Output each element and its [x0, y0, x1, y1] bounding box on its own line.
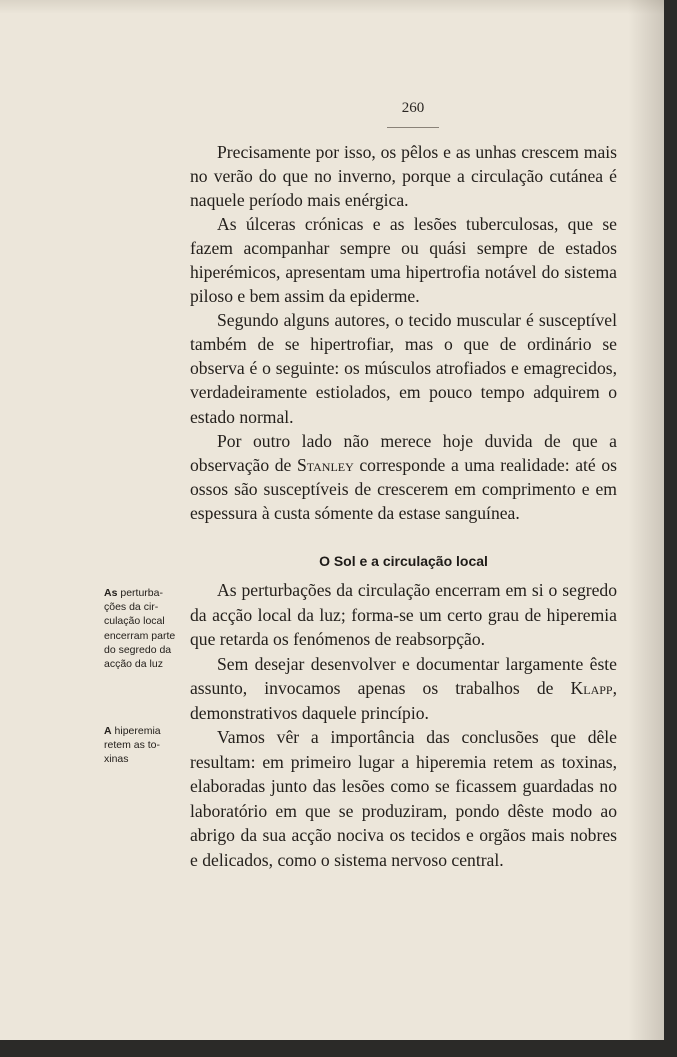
paragraph-conclusoes: Vamos vêr a importância das conclusões que dêle resultam: em primeiro lugar a hiperemia retem as toxinas, elaboradas junto das lesões como se ficassem guardadas no laboratório em que se produziram, pondo dêste modo ao abrigo da sua acção nociva os tecidos e orgãos mais nobres e delicados, como o sistema nervoso central. [190, 727, 617, 870]
page-number: 260 [401, 100, 425, 116]
paragraph-klapp-after: , demonstrativos daquele princípio. [190, 678, 617, 723]
page-gutter-shadow [628, 0, 664, 1040]
paragraph-ulceras: As úlceras crónicas e as lesões tuberculosas, que se fazem acompanhar sempre ou quási sempre de estados hiperémicos, apresentam uma hipertrofia notável do sistema piloso e bem assim da epiderme. [190, 214, 617, 307]
paragraph-klapp [190, 652, 617, 726]
section-heading: O Sol e a circulação local [319, 553, 488, 569]
margin-note-text: hiperemia retem as toxinas [104, 725, 161, 766]
body-text-block-1 [190, 140, 617, 525]
paragraph-ossos [190, 429, 617, 525]
body-text-block-2 [190, 578, 617, 872]
margin-note-first-word: As [104, 587, 118, 599]
margin-note-perturbacoes [104, 586, 177, 671]
paragraph-perturbacoes: As perturbações da circulação encerram em si o segredo da acção local da luz; forma-se um certo grau de hiperemia que retarda os fenómenos de reabsorpção. [190, 580, 617, 649]
margin-note-first-word: A [104, 725, 112, 737]
paragraph-ossos-before: Por outro lado não merece hoje duvida de que a observação de [190, 430, 617, 475]
paragraph-tecido-muscular: Segundo alguns autores, o tecido muscular é susceptível também de se hipertrofiar, mas o que de ordinário se observa é o seguinte: os músculos atrofiados e emagrecidos, verdadeiramente estiolados, em pouco tempo adquirem o estado normal. [190, 310, 617, 427]
paragraph-ossos-after: corresponde a uma realidade: até os ossos são susceptíveis de crescerem em comprimento e em espessura à custa sómente da estase sanguínea. [190, 454, 617, 523]
page-top-shadow [0, 0, 664, 14]
margin-note-text: perturbações da circulação local encerram parte do segredo da acção da luz [104, 587, 176, 671]
paragraph-pelos-unhas: Precisamente por isso, os pêlos e as unhas crescem mais no verão do que no inverno, porque a circulação cutánea é naquele período mais enérgica. [190, 142, 617, 211]
page-number-rule [387, 127, 439, 128]
author-name-klapp: Klapp [570, 678, 613, 698]
author-name-stanley: Stanley [296, 454, 354, 475]
paragraph-klapp-before: Sem desejar desenvolver e documentar largamente êste assunto, invocamos apenas os trabalhos de [190, 653, 617, 698]
margin-note-hiperemia [104, 724, 177, 767]
